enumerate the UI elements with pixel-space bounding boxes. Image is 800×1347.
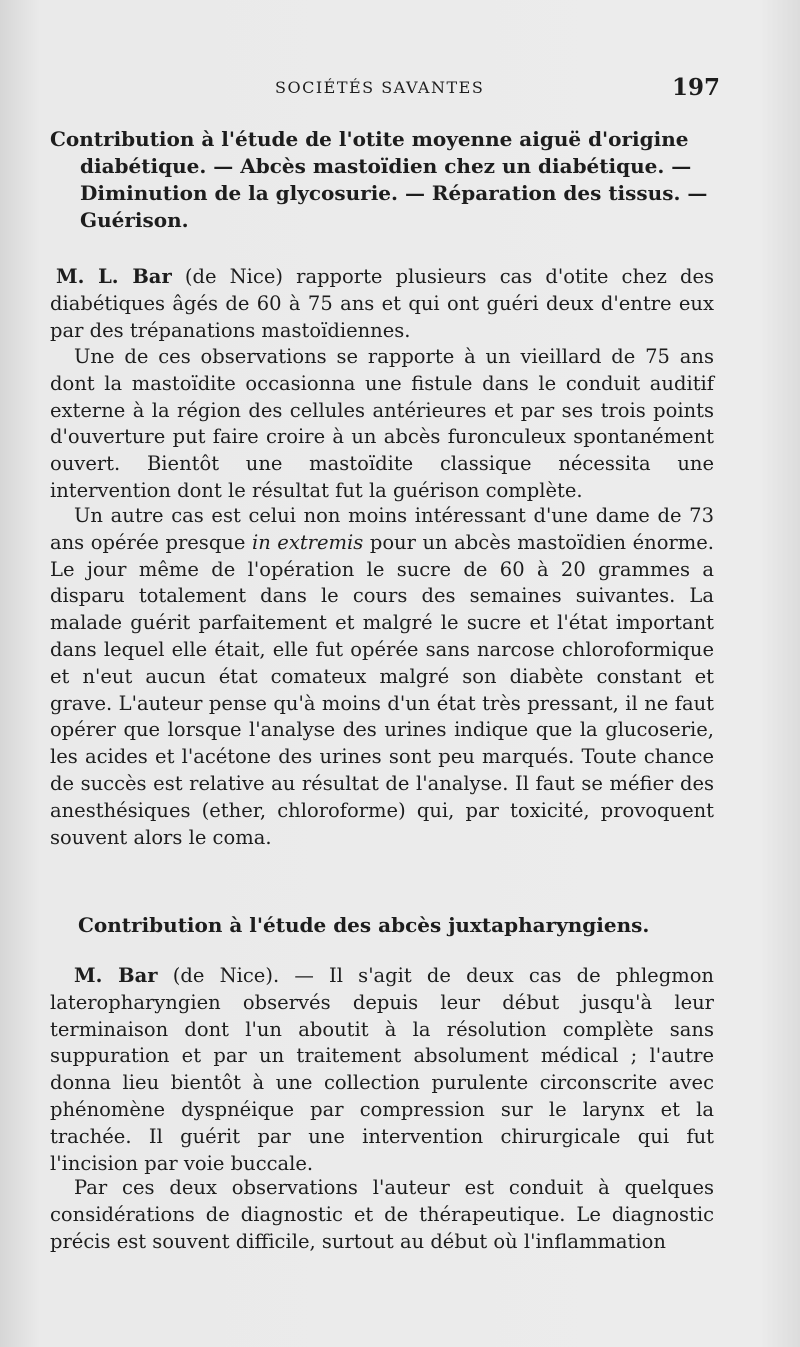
article2-paragraph-1 xyxy=(50,963,714,1177)
article1-title-line4: Guérison. xyxy=(80,208,189,232)
article1-title-line3: Diminution de la glycosurie. — Réparation des tissus. — xyxy=(80,181,708,205)
article1-paragraph-1 xyxy=(50,264,714,344)
article1-paragraph-1-text: (de Nice) rapporte plusieurs cas d'otite chez des diabétiques âgés de 60 à 75 ans et qui ont guéri deux d'entre eux par des trépanations mastoïdiennes. xyxy=(50,265,715,342)
running-title: SOCIÉTÉS SAVANTES xyxy=(275,78,485,97)
article1-paragraph-3-text-b: pour un abcès mastoïdien énorme. Le jour même de l'opération le sucre de 60 à 20 grammes a disparu totalement dans le cours des semaines suivantes. La malade guérit parfaitement et malgré le sucre et l'état important dans lequel elle était, elle fut opérée sans narcose chloroformique et n'eut aucun état comateux malgré son diabète constant et grave. L'auteur pense qu'à moins d'un état très pressant, il ne faut opérer que lorsque l'analyse des urines indique que la glucoserie, les acides et l'acétone des urines sont peu marqués. Toute chance de succès est relative au résultat de l'analyse. Il faut se méfier des anesthésiques (ether, chloroforme) qui, par toxicité, provoquent souvent alors le coma. xyxy=(50,530,714,849)
page-number: 197 xyxy=(672,74,721,101)
article1-title-line1: Contribution à l'étude de l'otite moyenne aiguë d'origine xyxy=(50,127,689,151)
article1-paragraph-3-text-a: Un autre cas est celui non moins intéressant d'une dame de 73 ans opérée presque xyxy=(50,504,714,554)
article1-paragraph-3-italic: in extremis xyxy=(251,530,364,554)
article1-title xyxy=(50,126,720,234)
article2-author: M. Bar xyxy=(74,964,158,987)
article1-paragraph-3 xyxy=(50,503,714,851)
article1-paragraph-2: Une de ces observations se rapporte à un vieillard de 75 ans dont la mastoïdite occasionna une fistule dans le conduit auditif externe à la région des cellules antérieures et par ses trois points d'ouverture put faire croire à un abcès furonculeux spontanément ouvert. Bientôt une mastoïdite classique nécessita une intervention dont le résultat fut la guérison complète. xyxy=(50,345,714,502)
article1-title-line2: diabétique. — Abcès mastoïdien chez un diabétique. — xyxy=(80,154,692,178)
article2-paragraph-2: Par ces deux observations l'auteur est conduit à quelques considérations de diagnostic et de thérapeutique. Le diagnostic précis est souvent difficile, surtout au début où l'inflammation xyxy=(50,1176,714,1253)
running-header xyxy=(0,74,800,102)
article1-author: M. L. Bar xyxy=(56,265,172,288)
article2-paragraph-1-text: (de Nice). — Il s'agit de deux cas de phlegmon lateropharyngien observés depuis leur début jusqu'à leur terminaison dont l'un aboutit à la résolution complète sans suppuration et par un traitement absolument médical ; l'autre donna lieu bientôt à une collection purulente circonscrite avec phénomène dyspnéique par compression sur le larynx et la trachée. Il guérit par une intervention chirurgicale qui fut l'incision par voie buccale. xyxy=(50,964,714,1175)
article2-title: Contribution à l'étude des abcès juxtapharyngiens. xyxy=(78,913,650,937)
